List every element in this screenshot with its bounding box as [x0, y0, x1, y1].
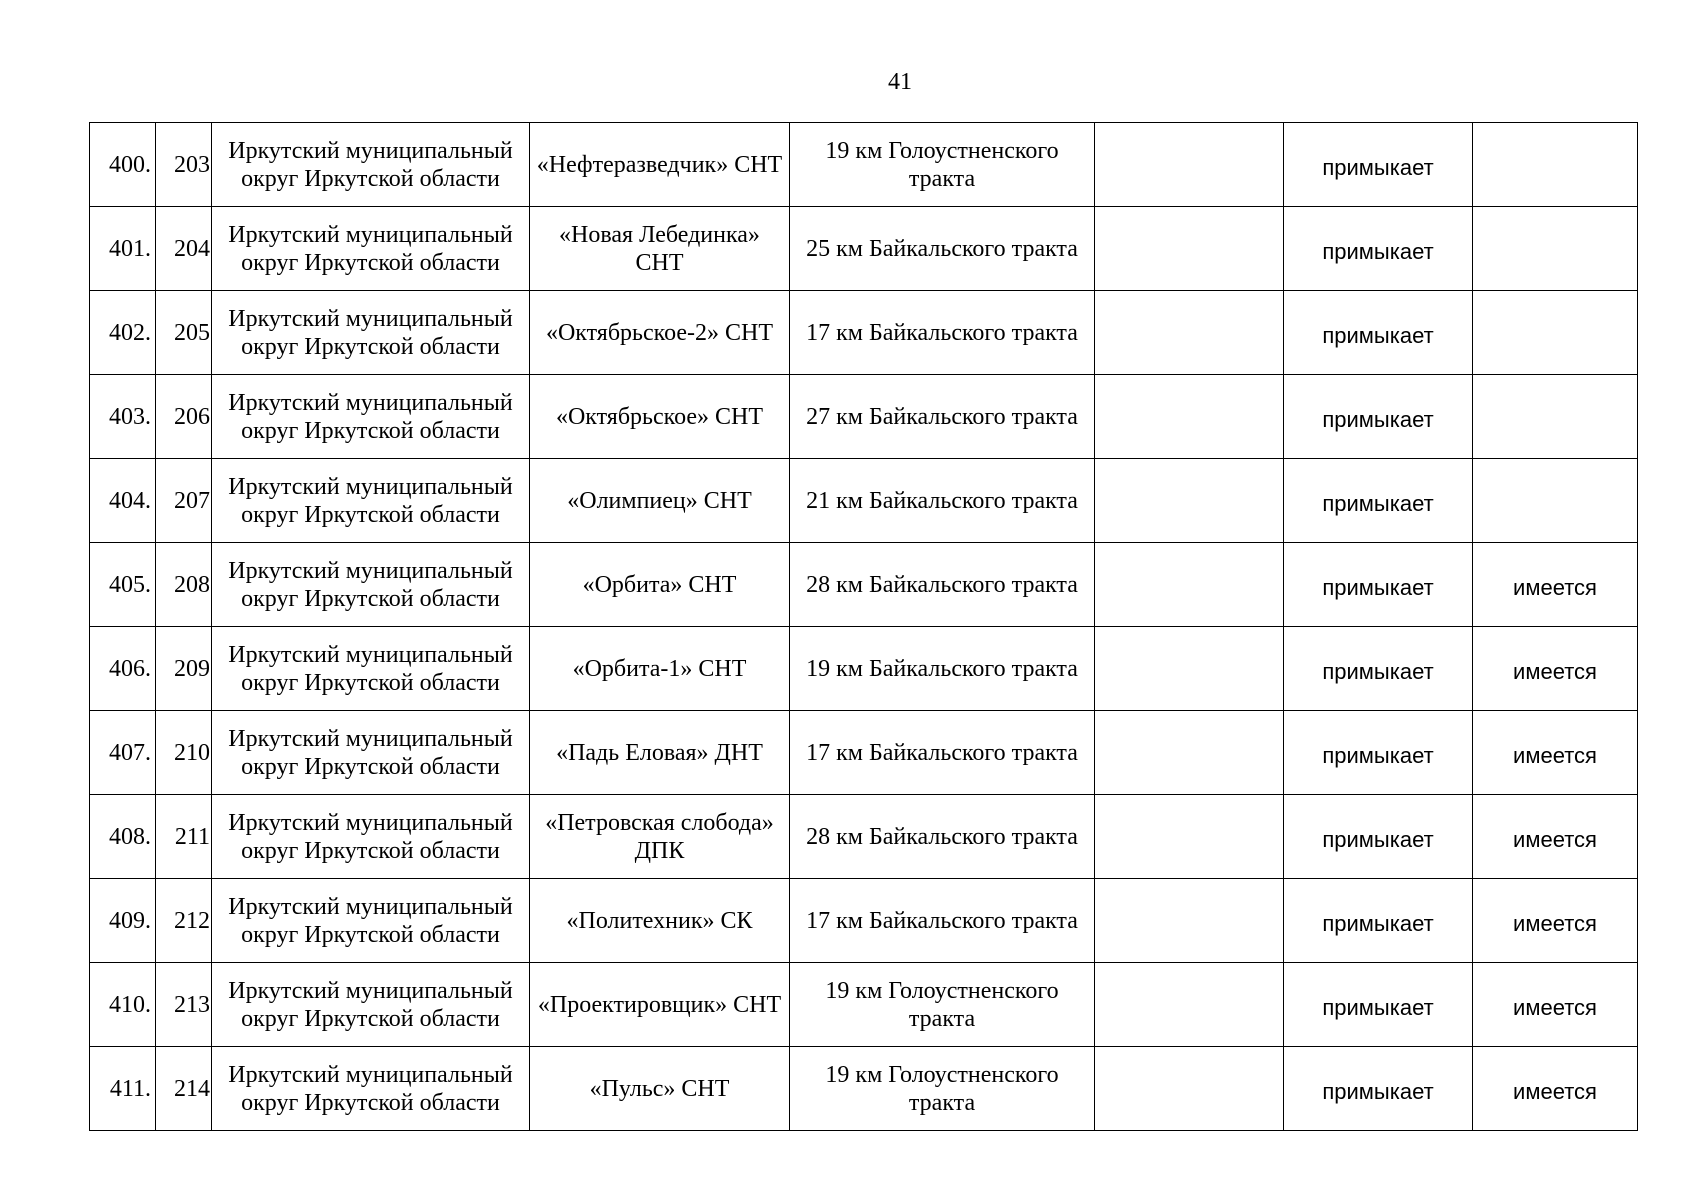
empty-cell [1095, 627, 1284, 711]
row-number-cell: 401. [90, 207, 156, 291]
district-cell: Иркутский муниципальный округ Иркутской области [212, 543, 530, 627]
empty-cell [1095, 375, 1284, 459]
organization-name-cell: «Орбита-1» СНТ [530, 627, 790, 711]
sub-number-cell: 203 [156, 123, 212, 207]
organization-name-cell: «Олимпиец» СНТ [530, 459, 790, 543]
district-cell: Иркутский муниципальный округ Иркутской области [212, 291, 530, 375]
organization-name-cell: «Орбита» СНТ [530, 543, 790, 627]
row-number-cell: 406. [90, 627, 156, 711]
row-number-cell: 409. [90, 879, 156, 963]
district-cell: Иркутский муниципальный округ Иркутской области [212, 963, 530, 1047]
table-row [90, 459, 1638, 543]
sub-number-cell: 207 [156, 459, 212, 543]
location-cell: 28 км Байкальского тракта [790, 543, 1095, 627]
table-row [90, 1047, 1638, 1131]
availability-cell [1473, 291, 1638, 375]
district-cell: Иркутский муниципальный округ Иркутской области [212, 1047, 530, 1131]
table-row [90, 711, 1638, 795]
sub-number-cell: 211 [156, 795, 212, 879]
sub-number-cell: 213 [156, 963, 212, 1047]
empty-cell [1095, 543, 1284, 627]
adjacency-cell: примыкает [1284, 291, 1473, 375]
table-row [90, 543, 1638, 627]
adjacency-cell: примыкает [1284, 543, 1473, 627]
table-row [90, 207, 1638, 291]
row-number-cell: 400. [90, 123, 156, 207]
empty-cell [1095, 291, 1284, 375]
availability-cell [1473, 123, 1638, 207]
empty-cell [1095, 459, 1284, 543]
table-row [90, 963, 1638, 1047]
settlements-table [89, 122, 1638, 1131]
adjacency-cell: примыкает [1284, 459, 1473, 543]
availability-cell: имеется [1473, 627, 1638, 711]
district-cell: Иркутский муниципальный округ Иркутской области [212, 375, 530, 459]
empty-cell [1095, 795, 1284, 879]
adjacency-cell: примыкает [1284, 795, 1473, 879]
sub-number-cell: 206 [156, 375, 212, 459]
adjacency-cell: примыкает [1284, 207, 1473, 291]
availability-cell [1473, 207, 1638, 291]
district-cell: Иркутский муниципальный округ Иркутской области [212, 207, 530, 291]
district-cell: Иркутский муниципальный округ Иркутской области [212, 123, 530, 207]
row-number-cell: 405. [90, 543, 156, 627]
availability-cell [1473, 375, 1638, 459]
row-number-cell: 407. [90, 711, 156, 795]
organization-name-cell: «Пульс» СНТ [530, 1047, 790, 1131]
sub-number-cell: 212 [156, 879, 212, 963]
organization-name-cell: «Нефтеразведчик» СНТ [530, 123, 790, 207]
organization-name-cell: «Политехник» СК [530, 879, 790, 963]
empty-cell [1095, 963, 1284, 1047]
organization-name-cell: «Октябрьское» СНТ [530, 375, 790, 459]
adjacency-cell: примыкает [1284, 375, 1473, 459]
empty-cell [1095, 207, 1284, 291]
organization-name-cell: «Петровская слобода» ДПК [530, 795, 790, 879]
adjacency-cell: примыкает [1284, 1047, 1473, 1131]
empty-cell [1095, 879, 1284, 963]
row-number-cell: 404. [90, 459, 156, 543]
table-row [90, 879, 1638, 963]
location-cell: 19 км Голоустненского тракта [790, 123, 1095, 207]
row-number-cell: 402. [90, 291, 156, 375]
sub-number-cell: 205 [156, 291, 212, 375]
district-cell: Иркутский муниципальный округ Иркутской области [212, 627, 530, 711]
organization-name-cell: «Октябрьское-2» СНТ [530, 291, 790, 375]
location-cell: 21 км Байкальского тракта [790, 459, 1095, 543]
sub-number-cell: 210 [156, 711, 212, 795]
district-cell: Иркутский муниципальный округ Иркутской области [212, 879, 530, 963]
district-cell: Иркутский муниципальный округ Иркутской области [212, 459, 530, 543]
empty-cell [1095, 1047, 1284, 1131]
organization-name-cell: «Новая Лебединка» СНТ [530, 207, 790, 291]
table-body [90, 123, 1638, 1131]
location-cell: 27 км Байкальского тракта [790, 375, 1095, 459]
availability-cell: имеется [1473, 1047, 1638, 1131]
availability-cell: имеется [1473, 711, 1638, 795]
location-cell: 25 км Байкальского тракта [790, 207, 1095, 291]
availability-cell: имеется [1473, 543, 1638, 627]
availability-cell: имеется [1473, 963, 1638, 1047]
organization-name-cell: «Проектировщик» СНТ [530, 963, 790, 1047]
sub-number-cell: 209 [156, 627, 212, 711]
adjacency-cell: примыкает [1284, 627, 1473, 711]
empty-cell [1095, 123, 1284, 207]
location-cell: 17 км Байкальского тракта [790, 879, 1095, 963]
page-number: 41 [888, 69, 912, 95]
availability-cell: имеется [1473, 879, 1638, 963]
sub-number-cell: 208 [156, 543, 212, 627]
location-cell: 17 км Байкальского тракта [790, 711, 1095, 795]
adjacency-cell: примыкает [1284, 123, 1473, 207]
row-number-cell: 410. [90, 963, 156, 1047]
district-cell: Иркутский муниципальный округ Иркутской области [212, 795, 530, 879]
location-cell: 17 км Байкальского тракта [790, 291, 1095, 375]
district-cell: Иркутский муниципальный округ Иркутской области [212, 711, 530, 795]
organization-name-cell: «Падь Еловая» ДНТ [530, 711, 790, 795]
table-row [90, 291, 1638, 375]
location-cell: 19 км Голоустненского тракта [790, 1047, 1095, 1131]
location-cell: 19 км Байкальского тракта [790, 627, 1095, 711]
row-number-cell: 408. [90, 795, 156, 879]
table-row [90, 123, 1638, 207]
empty-cell [1095, 711, 1284, 795]
sub-number-cell: 204 [156, 207, 212, 291]
table-row [90, 627, 1638, 711]
adjacency-cell: примыкает [1284, 879, 1473, 963]
adjacency-cell: примыкает [1284, 963, 1473, 1047]
row-number-cell: 403. [90, 375, 156, 459]
table-row [90, 375, 1638, 459]
location-cell: 28 км Байкальского тракта [790, 795, 1095, 879]
row-number-cell: 411. [90, 1047, 156, 1131]
availability-cell: имеется [1473, 795, 1638, 879]
sub-number-cell: 214 [156, 1047, 212, 1131]
availability-cell [1473, 459, 1638, 543]
table-row [90, 795, 1638, 879]
location-cell: 19 км Голоустненского тракта [790, 963, 1095, 1047]
adjacency-cell: примыкает [1284, 711, 1473, 795]
